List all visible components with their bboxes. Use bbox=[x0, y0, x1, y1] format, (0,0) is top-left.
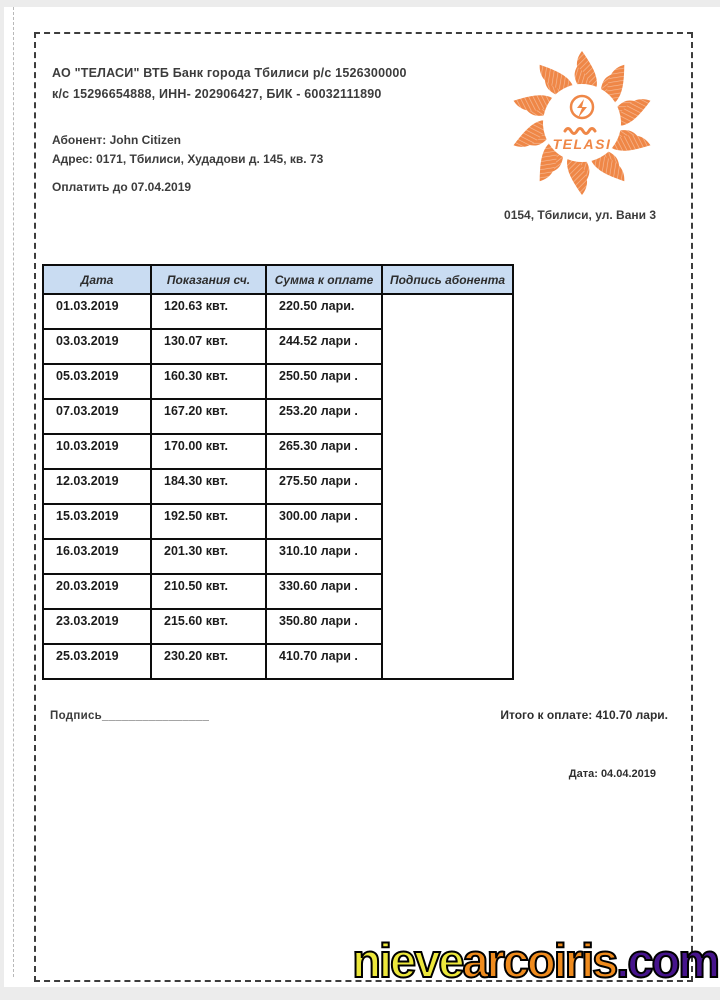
watermark-part-nieve: nieve bbox=[352, 934, 463, 987]
watermark-part-com: .com bbox=[616, 934, 718, 987]
document-date: Дата: 04.04.2019 bbox=[568, 768, 656, 780]
cell-meter: 120.63 квт. bbox=[151, 294, 266, 329]
cell-date: 16.03.2019 bbox=[43, 539, 151, 574]
signature-line: Подпись________________ bbox=[50, 710, 210, 722]
cell-meter: 160.30 квт. bbox=[151, 364, 266, 399]
col-header-date: Дата bbox=[43, 265, 151, 294]
cell-sum: 410.70 лари . bbox=[266, 644, 382, 679]
bank-line-2: к/с 15296654888, ИНН- 202906427, БИК - 60032111890 bbox=[52, 87, 382, 101]
cell-meter: 210.50 квт. bbox=[151, 574, 266, 609]
cell-sum: 310.10 лари . bbox=[266, 539, 382, 574]
cell-meter: 201.30 квт. bbox=[151, 539, 266, 574]
cell-sum: 275.50 лари . bbox=[266, 469, 382, 504]
cell-sum: 300.00 лари . bbox=[266, 504, 382, 539]
billing-table bbox=[42, 264, 514, 680]
table-header-row bbox=[43, 265, 513, 294]
total-due: Итого к оплате: 410.70 лари. bbox=[500, 708, 668, 722]
col-header-meter: Показания сч. bbox=[151, 265, 266, 294]
scan-edge-line bbox=[13, 7, 14, 977]
cell-date: 05.03.2019 bbox=[43, 364, 151, 399]
col-header-signature: Подпись абонента bbox=[382, 265, 513, 294]
cell-sum: 350.80 лари . bbox=[266, 609, 382, 644]
subscriber-block bbox=[52, 131, 323, 169]
cell-date: 01.03.2019 bbox=[43, 294, 151, 329]
cell-signature-empty bbox=[382, 294, 513, 679]
cell-date: 12.03.2019 bbox=[43, 469, 151, 504]
cell-meter: 184.30 квт. bbox=[151, 469, 266, 504]
cell-date: 07.03.2019 bbox=[43, 399, 151, 434]
cell-meter: 215.60 квт. bbox=[151, 609, 266, 644]
cell-meter: 192.50 квт. bbox=[151, 504, 266, 539]
cell-meter: 230.20 квт. bbox=[151, 644, 266, 679]
cell-sum: 250.50 лари . bbox=[266, 364, 382, 399]
cell-date: 25.03.2019 bbox=[43, 644, 151, 679]
document-page bbox=[4, 7, 720, 987]
pay-by-line: Оплатить до 07.04.2019 bbox=[52, 180, 192, 194]
cell-date: 23.03.2019 bbox=[43, 609, 151, 644]
company-address: 0154, Тбилиси, ул. Вани 3 bbox=[504, 208, 656, 222]
sun-flames-lightning-icon bbox=[506, 47, 658, 205]
logo-brand-text: TELASI bbox=[552, 136, 612, 152]
bank-details bbox=[52, 63, 407, 105]
telasi-logo bbox=[506, 47, 658, 205]
subscriber-address: Адрес: 0171, Тбилиси, Худадови д. 145, кв. 73 bbox=[52, 152, 324, 166]
cell-sum: 253.20 лари . bbox=[266, 399, 382, 434]
cell-sum: 244.52 лари . bbox=[266, 329, 382, 364]
cell-date: 15.03.2019 bbox=[43, 504, 151, 539]
cell-sum: 330.60 лари . bbox=[266, 574, 382, 609]
cell-date: 10.03.2019 bbox=[43, 434, 151, 469]
bank-line-1: АО "ТЕЛАСИ" ВТБ Банк города Тбилиси р/с 1526300000 bbox=[52, 66, 407, 80]
watermark-nievearcoiris bbox=[352, 933, 718, 988]
table-row bbox=[43, 294, 513, 329]
cell-meter: 167.20 квт. bbox=[151, 399, 266, 434]
subscriber-name: Абонент: John Citizen bbox=[52, 133, 181, 147]
cell-meter: 170.00 квт. bbox=[151, 434, 266, 469]
cell-date: 20.03.2019 bbox=[43, 574, 151, 609]
cell-date: 03.03.2019 bbox=[43, 329, 151, 364]
cell-meter: 130.07 квт. bbox=[151, 329, 266, 364]
watermark-part-arcoiris: arcoiris bbox=[462, 934, 617, 987]
cell-sum: 265.30 лари . bbox=[266, 434, 382, 469]
cell-sum: 220.50 лари. bbox=[266, 294, 382, 329]
col-header-sum: Сумма к оплате bbox=[266, 265, 382, 294]
